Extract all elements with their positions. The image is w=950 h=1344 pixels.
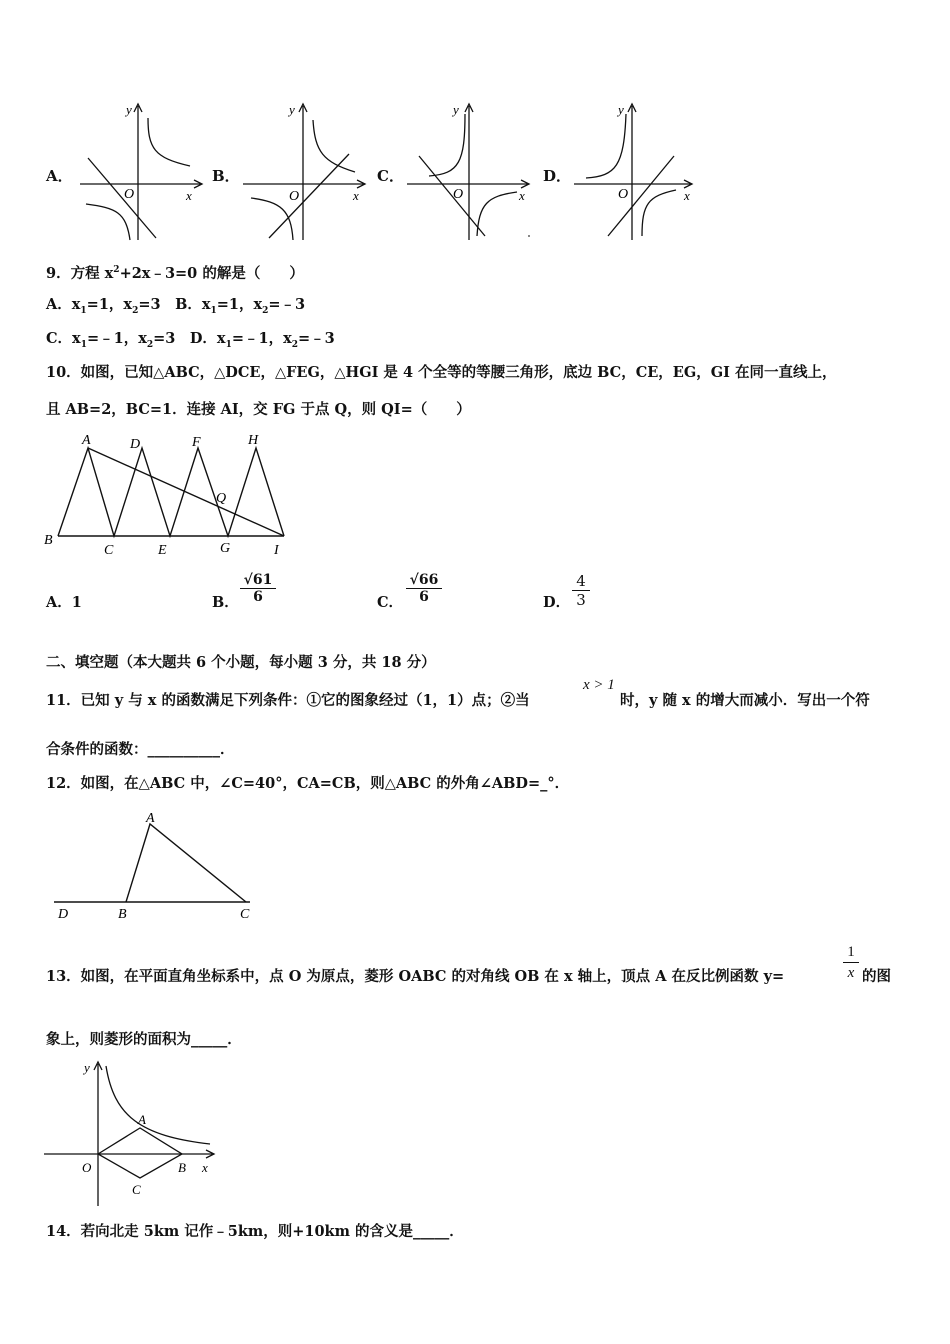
q10-option-d-fraction (572, 572, 590, 609)
origin-label: O (453, 187, 464, 202)
q11-stem-part2: 时，y 随 x 的增大而减小．写出一个符 (620, 692, 870, 709)
point-C: C (104, 543, 114, 558)
point-A: A (138, 1112, 146, 1127)
point-C: C (240, 907, 250, 922)
fraction-denominator: 6 (419, 589, 429, 605)
point-D: D (58, 907, 69, 922)
x-axis-label: x (202, 1160, 208, 1175)
q8-graph-a (70, 100, 210, 242)
origin-label: O (618, 187, 629, 202)
q12-figure (50, 806, 260, 926)
q8-option-d-label: D． (543, 167, 572, 185)
q10-option-c-fraction (406, 572, 442, 605)
q9-options-cd: C．$x_1=﹣1$，$x_2=3$ D．$x_1=﹣1$，$x_2=﹣3$ (46, 330, 335, 350)
q11-stem-part1: 11．已知 y 与 x 的函数满足下列条件：①它的图象经过（1，1）点；②当 (46, 692, 530, 709)
q13-stem-part2: 的图 (862, 968, 891, 985)
fraction-denominator: x (847, 965, 855, 981)
fraction-numerator: √61 (240, 572, 276, 589)
fraction-denominator: 6 (253, 589, 263, 605)
point-Q: Q (216, 491, 227, 506)
q13-figure (42, 1056, 222, 1208)
q10-stem-line1: 10．如图，已知△ABC，△DCE，△FEG，△HGI 是 4 个全等的等腰三角形，底边 BC，CE，EG，GI 在同一直线上， (46, 364, 837, 381)
y-axis-label: y (126, 102, 132, 117)
point-H: H (248, 433, 259, 448)
y-axis-label: y (289, 102, 295, 117)
point-A: A (82, 433, 91, 448)
q13-stem-part1: 13．如图，在平面直角坐标系中，点 O 为原点，菱形 OABC 的对角线 OB 在 x 轴上，顶点 A 在反比例函数 y= (46, 968, 785, 985)
origin-label: O (124, 187, 135, 202)
q8-graph-c (403, 100, 543, 242)
x-axis-label: x (519, 188, 525, 203)
q11-stem-line2: 合条件的函数：__________． (46, 741, 235, 758)
point-C: C (132, 1182, 141, 1197)
point-A: A (146, 811, 155, 826)
q8-graph-b (237, 100, 377, 242)
point-E: E (158, 543, 167, 558)
q10-option-b-label: B． (212, 594, 239, 611)
q14-stem: 14．若向北走 5km 记作﹣5km，则+10km 的含义是_____． (46, 1223, 464, 1240)
q10-option-c-label: C． (377, 594, 404, 611)
q10-stem-line2: 且 AB=2，BC=1．连接 AI，交 FG 于点 Q，则 QI=（ ） (46, 401, 471, 418)
origin-label: O (82, 1160, 92, 1175)
x-axis-label: x (353, 188, 359, 203)
fraction-numerator: 4 (572, 572, 590, 591)
point-F: F (192, 435, 201, 450)
q9-options-ab: A．$x_1=1$，$x_2=3$ B．$x_1=1$，$x_2=﹣3$ (46, 296, 306, 316)
point-B: B (178, 1160, 186, 1175)
point-G: G (220, 541, 231, 556)
point-D: D (130, 437, 141, 452)
point-I: I (274, 543, 279, 558)
fraction-denominator: 3 (576, 591, 586, 609)
q13-fraction (843, 942, 859, 983)
section-2-title: 二、填空题（本大题共 6 个小题，每小题 3 分，共 18 分） (46, 654, 436, 671)
q10-option-d-label: D． (543, 594, 571, 611)
y-axis-label: y (618, 102, 624, 117)
q8-option-b-label: B． (212, 167, 240, 185)
fraction-numerator: √66 (406, 572, 442, 589)
fraction-numerator: 1 (843, 942, 859, 963)
point-B: B (118, 907, 127, 922)
point-B: B (44, 533, 53, 548)
q8-option-c-label: C． (377, 167, 404, 185)
origin-label: O (289, 189, 300, 204)
q10-option-b-fraction (240, 572, 276, 605)
y-axis-label: y (84, 1060, 90, 1075)
x-axis-label: x (186, 188, 192, 203)
q8-option-a-label: A． (46, 167, 73, 185)
q9-stem: 9．方程 $x^2+2x﹣3=0$ 的解是（ ） (46, 264, 304, 282)
q8-graph-d (568, 100, 708, 242)
q10-option-a: A．1 (46, 594, 82, 611)
q11-condition: x > 1 (583, 677, 615, 693)
x-axis-label: x (684, 188, 690, 203)
y-axis-label: y (453, 102, 459, 117)
q13-stem-line2: 象上，则菱形的面积为_____． (46, 1031, 242, 1048)
q10-figure (44, 428, 290, 560)
q12-stem: 12．如图，在△ABC 中，∠C=40°，CA=CB，则△ABC 的外角∠ABD=_°． (46, 775, 570, 792)
